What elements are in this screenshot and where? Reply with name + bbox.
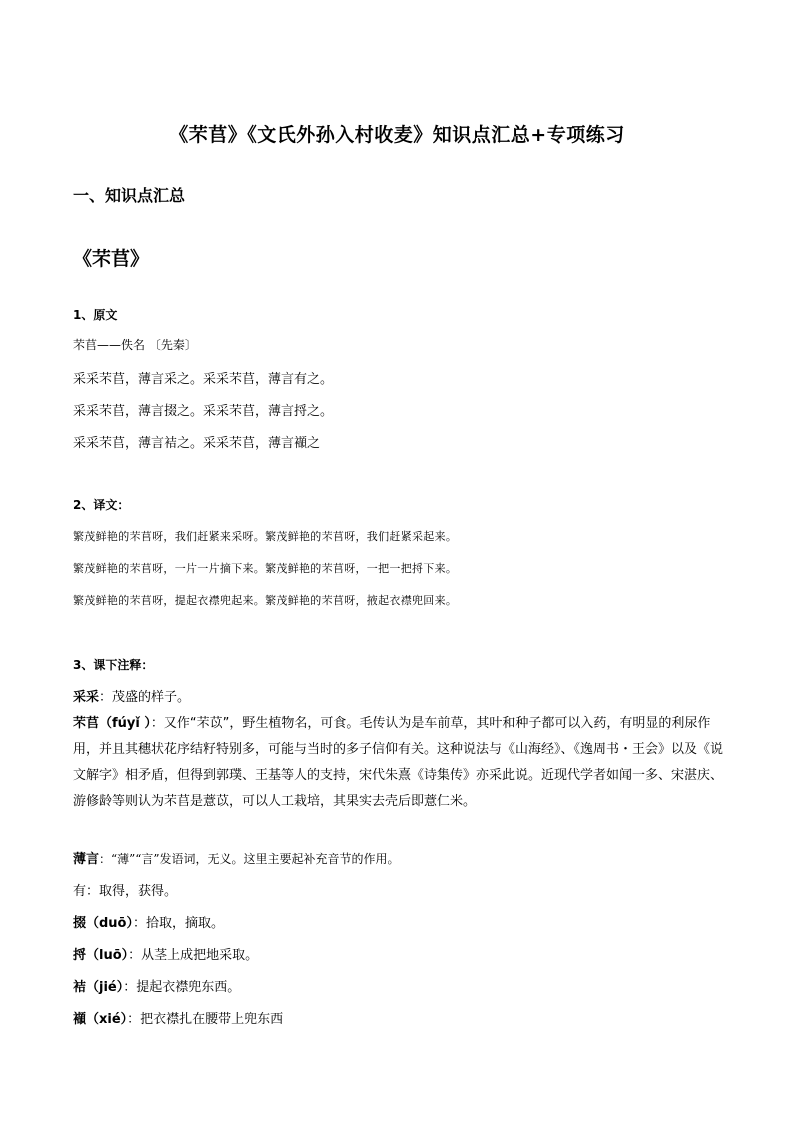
note-luo [73, 944, 258, 963]
note-term-fuyi: 芣苢（fúyǐ ） [73, 716, 151, 731]
note-caicai [73, 686, 190, 705]
note-term-xie: 襭（xié） [73, 1012, 128, 1027]
note-fuyi [73, 711, 723, 815]
note-text-jie: ：提起衣襟兜东西。 [123, 980, 241, 995]
section-heading-knowledge-summary: 一、知识点汇总 [73, 186, 186, 205]
note-term-luo: 捋（luō） [73, 948, 129, 963]
note-term-boyan: 薄言 [73, 852, 100, 867]
note-text-duo: ：拾取，摘取。 [133, 916, 225, 931]
notes-heading: 3、课下注释： [73, 658, 154, 672]
poem-line-2: 采采芣苢，薄言掇之。采采芣苢，薄言捋之。 [73, 404, 334, 419]
note-text-boyan: ：“薄”“言”发语词，无义。这里主要起补充音节的作用。 [99, 852, 400, 866]
poem-line-3: 采采芣苢，薄言袺之。采采芣苢，薄言襭之 [73, 436, 321, 451]
note-term-caicai: 采采 [73, 690, 100, 705]
note-boyan [73, 848, 400, 867]
document-title: 《芣苢》《文氏外孙入村收麦》知识点汇总+专项练习 [169, 124, 625, 146]
original-text-heading: 1、原文 [73, 308, 118, 322]
translation-heading: 2、译文： [73, 498, 130, 512]
poem-title: 《芣苢》 [73, 248, 150, 270]
translation-line-2: 繁茂鲜艳的芣苢呀，一片一片摘下来。繁茂鲜艳的芣苢呀，一把一把捋下来。 [73, 562, 458, 575]
note-xie [73, 1008, 283, 1027]
note-jie [73, 976, 240, 995]
note-text-fuyi: ：又作“芣苡”，野生植物名，可食。毛传认为是车前草，其叶和种子都可以入药，有明显的利尿作用，并且其穗状花序结籽特别多，可能与当时的多子信仰有关。这种说法与《山海经》、《逸周书・王会》以及《说文解字》相矛盾，但得到郭璞、王基等人的支持，宋代朱熹《诗集传》亦采此说。近现代学者如闻一多、宋湛庆、游修龄等则认为芣苢是薏苡，可以人工栽培，其果实去壳后即薏仁米。 [73, 716, 724, 809]
note-text-caicai: ：茂盛的样子。 [99, 690, 191, 705]
author-line: 芣苢——佚名 〔先秦〕 [73, 338, 197, 352]
poem-line-1: 采采芣苢，薄言采之。采采芣苢，薄言有之。 [73, 372, 334, 387]
note-text-luo: ：从茎上成把地采取。 [128, 948, 259, 963]
note-you: 有：取得，获得。 [73, 884, 178, 899]
translation-line-3: 繁茂鲜艳的芣苢呀，提起衣襟兜起来。繁茂鲜艳的芣苢呀，掖起衣襟兜回来。 [73, 594, 458, 607]
note-text-xie: ：把衣襟扎在腰带上兜东西 [127, 1012, 284, 1027]
note-term-jie: 袺（jié） [73, 980, 124, 995]
note-term-duo: 掇（duō） [73, 916, 133, 931]
translation-line-1: 繁茂鲜艳的芣苢呀，我们赶紧来采呀。繁茂鲜艳的芣苢呀，我们赶紧采起来。 [73, 530, 458, 543]
note-duo [73, 912, 224, 931]
